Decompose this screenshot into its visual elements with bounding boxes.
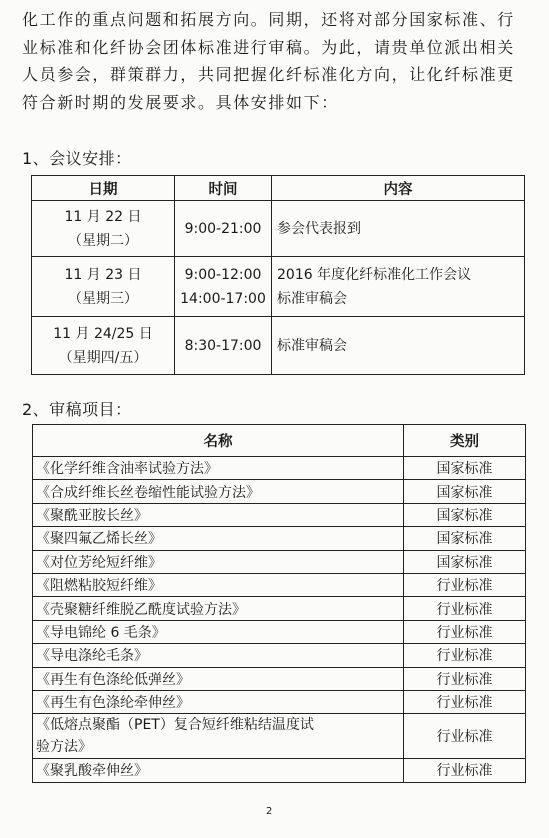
table-row: [33, 550, 526, 573]
content-cell: 参会代表报到: [277, 220, 361, 237]
project-name: 《合成纤维长丝卷缩性能试验方法》: [33, 480, 404, 503]
project-category: 行业标准: [404, 690, 526, 713]
table-row: [33, 714, 526, 759]
table-row: [33, 759, 526, 782]
table-row: [33, 573, 526, 596]
intro-paragraph: [22, 6, 532, 116]
project-name: 《再生有色涤纶牵伸丝》: [33, 690, 404, 713]
content-cell: 2016 年度化纤标准化工作会议: [277, 266, 472, 283]
projects-table: [32, 424, 526, 783]
project-category: 国家标准: [404, 527, 526, 550]
project-name: 《低熔点聚酯（PET）复合短纤维粘结温度试: [36, 717, 314, 734]
project-name: 《再生有色涤纶低弹丝》: [33, 667, 404, 690]
project-name: 《壳聚糖纤维脱乙酰度试验方法》: [33, 597, 404, 620]
time-cell: 9:00-12:00: [184, 266, 262, 283]
page-number: 2: [266, 806, 273, 817]
project-name: 《导电锦纶 6 毛条》: [33, 620, 404, 643]
header-date: 日期: [32, 176, 175, 201]
project-name: 《对位芳纶短纤维》: [33, 550, 404, 573]
date-cell: 11 月 24/25 日: [53, 325, 153, 342]
project-name: 《聚酰亚胺长丝》: [33, 503, 404, 526]
project-category: 行业标准: [404, 714, 526, 759]
header-time: 时间: [175, 176, 272, 201]
intro-line: 化工作的重点问题和拓展方向。同期，还将对部分国家标准、行: [22, 10, 515, 29]
project-name: 《化学纤维含油率试验方法》: [33, 457, 404, 480]
table-row: [33, 480, 526, 503]
intro-line: 符合新时期的发展要求。具体安排如下：: [22, 92, 339, 112]
section-heading-schedule: 1、会议安排：: [22, 149, 132, 168]
table-row: [33, 597, 526, 620]
header-category: 类别: [404, 425, 526, 457]
project-name: 《聚乳酸牵伸丝》: [33, 759, 404, 782]
project-name: 《聚四氟乙烯长丝》: [33, 527, 404, 550]
project-category: 行业标准: [404, 597, 526, 620]
time-cell: 9:00-21:00: [184, 220, 262, 237]
project-name: 《阻燃粘胶短纤维》: [33, 573, 404, 596]
header-name: 名称: [33, 425, 404, 457]
schedule-table: [31, 175, 525, 375]
time-cell: 14:00-17:00: [180, 290, 266, 307]
table-row: [33, 503, 526, 526]
date-cell: 11 月 23 日: [64, 266, 142, 283]
project-category: 国家标准: [404, 480, 526, 503]
project-category: 国家标准: [404, 503, 526, 526]
weekday-cell: （星期三）: [68, 290, 138, 307]
time-cell: 8:30-17:00: [184, 337, 262, 354]
table-row: [32, 317, 525, 375]
project-category: 行业标准: [404, 667, 526, 690]
project-category: 国家标准: [404, 457, 526, 480]
content-cell: 标准审稿会: [277, 337, 347, 354]
content-cell: 标准审稿会: [277, 290, 347, 307]
table-row: [33, 690, 526, 713]
intro-line: 业标准和化纤协会团体标准进行审稿。为此，请贵单位派出相关: [22, 37, 515, 57]
header-content: 内容: [272, 176, 525, 201]
intro-line: 人员参会，群策群力，共同把握化纤标准化方向，让化纤标准更: [22, 65, 515, 84]
table-row: [33, 620, 526, 643]
section-heading-projects: 2、审稿项目：: [22, 400, 132, 419]
project-category: 行业标准: [404, 644, 526, 667]
project-category: 行业标准: [404, 620, 526, 643]
project-category: 国家标准: [404, 550, 526, 573]
weekday-cell: （星期二）: [68, 232, 138, 249]
date-cell: 11 月 22 日: [64, 208, 142, 225]
project-name: 《导电涤纶毛条》: [33, 644, 404, 667]
project-category: 行业标准: [404, 759, 526, 782]
table-row: [33, 527, 526, 550]
table-row: [33, 667, 526, 690]
table-row: [33, 457, 526, 480]
table-row: [33, 644, 526, 667]
project-name-cont: 验方法》: [36, 739, 92, 756]
table-row: [32, 201, 525, 257]
weekday-cell: （星期四/五）: [58, 349, 148, 366]
table-row: [32, 257, 525, 317]
project-category: 行业标准: [404, 573, 526, 596]
